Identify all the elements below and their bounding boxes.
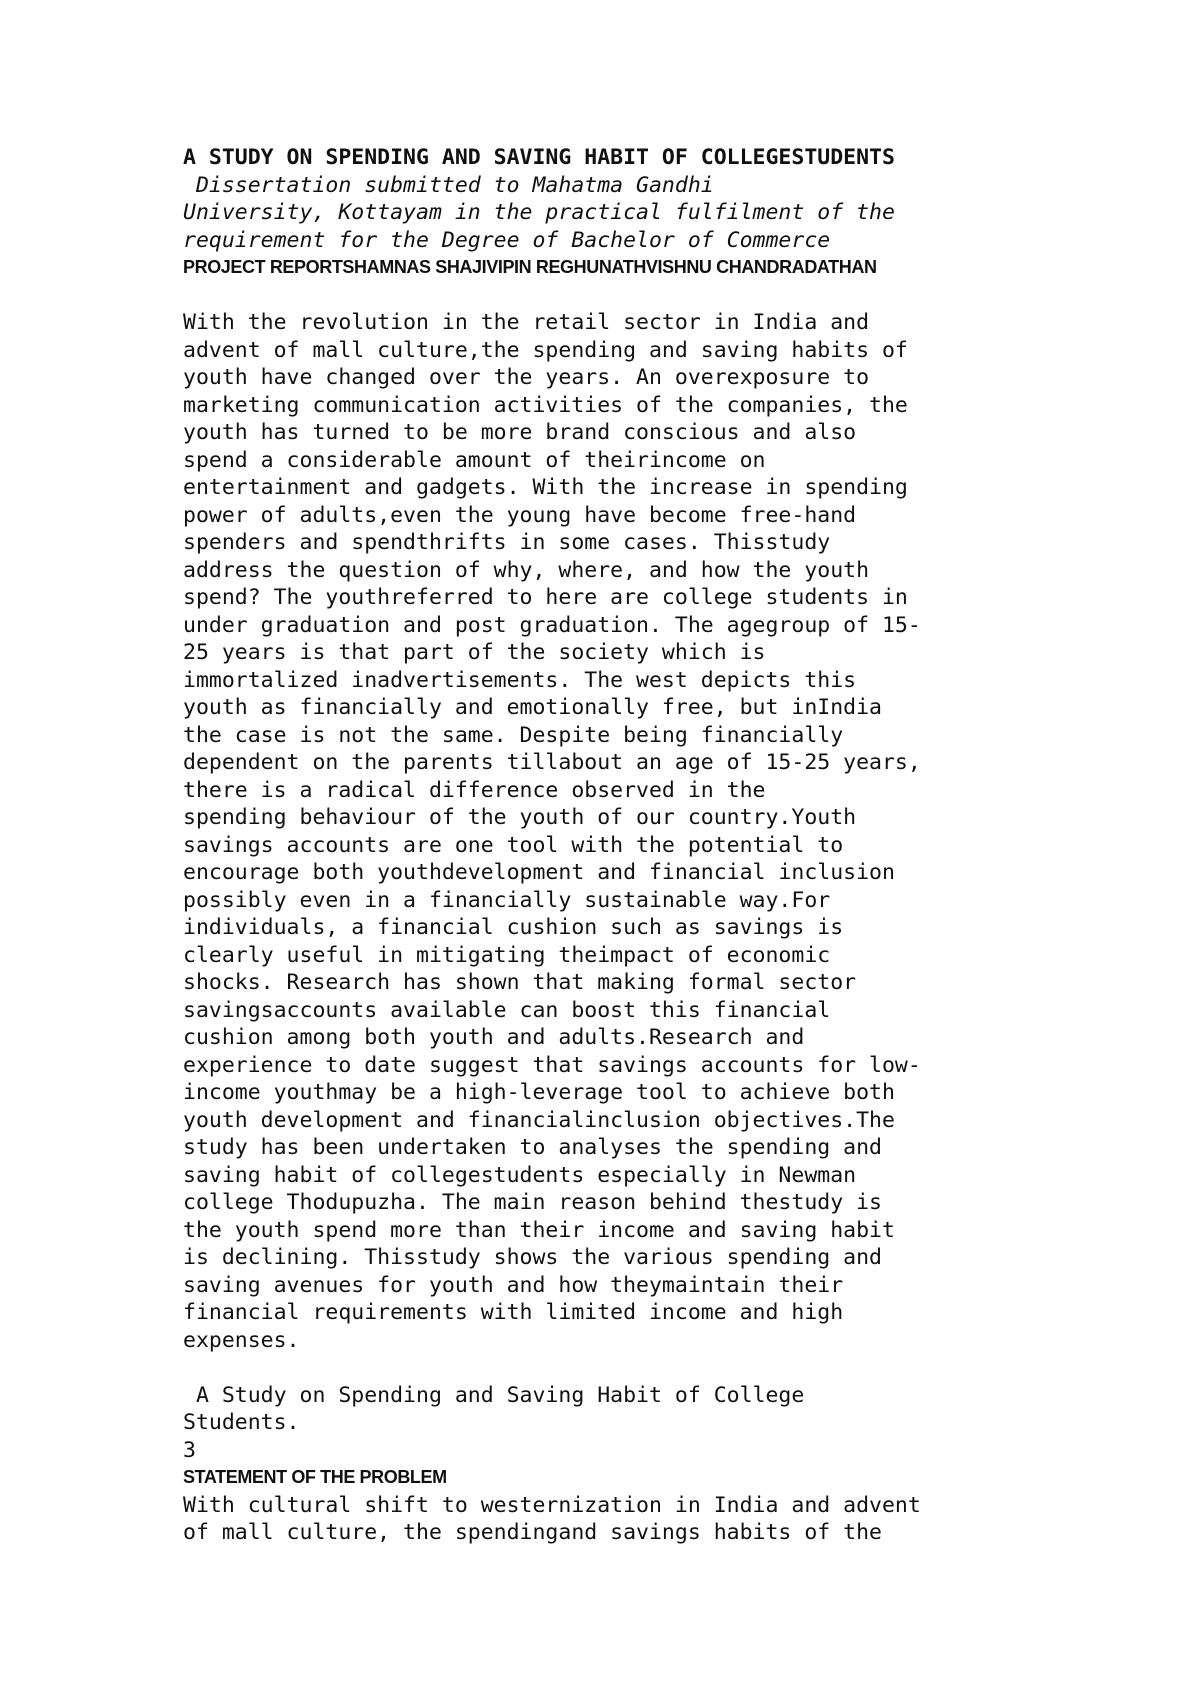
body-line: youth as financially and emotionally free, but inIndia (183, 695, 882, 720)
document-content (183, 144, 1143, 1547)
body-line: power of adults,even the young have become free-hand (183, 502, 857, 528)
body-line: savings accounts are one tool with the potential to (183, 832, 844, 858)
body-line: spenders and spendthrifts in some cases. Thisstudy (183, 530, 831, 555)
body-line: youth have changed over the years. An overexposure to (183, 365, 870, 390)
body-line: is declining. Thisstudy shows the various spending and (183, 1245, 882, 1270)
body-line: saving avenues for youth and how theymaintain their (183, 1272, 844, 1298)
running-header-line: Students. (183, 1410, 300, 1435)
body-line: With the revolution in the retail sector in India and (183, 310, 870, 335)
body-line: there is a radical difference observed in the (183, 777, 766, 803)
body-line: address the question of why, where, and how the youth (183, 557, 870, 583)
body-line: income youthmay be a high-leverage tool to achieve both (183, 1080, 895, 1105)
body-line: dependent on the parents tillabout an age of 15-25 years, (183, 750, 921, 775)
section-line: With cultural shift to westernization in India and advent (183, 1492, 921, 1518)
body-line: expenses. (183, 1327, 300, 1353)
body-line: immortalized inadvertisements. The west depicts this (183, 667, 857, 693)
subtitle-line: Dissertation submitted to Mahatma Gandhi (183, 172, 714, 198)
running-header-line: A Study on Spending and Saving Habit of College (183, 1382, 805, 1408)
authors-line: PROJECT REPORTSHAMNAS SHAJIVIPIN REGHUNATHVISHNU CHANDRADATHAN (183, 257, 877, 277)
body-line: experience to date suggest that savings accounts for low- (183, 1052, 921, 1078)
body-line: under graduation and post graduation. The agegroup of 15- (183, 612, 921, 638)
body-line: entertainment and gadgets. With the increase in spending (183, 475, 908, 500)
body-line: spending behaviour of the youth of our country.Youth (183, 805, 857, 830)
body-line: marketing communication activities of the companies, the (183, 392, 908, 418)
body-line: clearly useful in mitigating theimpact of economic (183, 942, 831, 968)
body-line: possibly even in a financially sustainable way.For (183, 887, 831, 913)
spacer (183, 282, 1143, 310)
body-line: individuals, a financial cushion such as savings is (183, 915, 844, 940)
body-line: youth development and financialinclusion objectives.The (183, 1107, 895, 1133)
section-line: of mall culture, the spendingand savings habits of the (183, 1520, 882, 1545)
body-line: spend a considerable amount of theirincome on (183, 447, 766, 473)
body-line: college Thodupuzha. The main reason behind thestudy is (183, 1190, 882, 1215)
subtitle-line: requirement for the Degree of Bachelor of Commerce (183, 227, 831, 253)
spacer (183, 1354, 1143, 1382)
body-line: cushion among both youth and adults.Research and (183, 1025, 805, 1050)
document-title: A STUDY ON SPENDING AND SAVING HABIT OF COLLEGESTUDENTS (183, 145, 895, 170)
body-line: youth has turned to be more brand conscious and also (183, 420, 857, 445)
body-line: financial requirements with limited income and high (183, 1300, 844, 1325)
body-line: encourage both youthdevelopment and financial inclusion (183, 860, 895, 885)
body-line: the case is not the same. Despite being financially (183, 722, 844, 748)
body-line: the youth spend more than their income and saving habit (183, 1217, 895, 1243)
body-line: 25 years is that part of the society which is (183, 640, 766, 665)
subtitle-line: University, Kottayam in the practical fulfilment of the (183, 200, 895, 225)
body-line: study has been undertaken to analyses the spending and (183, 1135, 882, 1160)
section-heading: STATEMENT OF THE PROBLEM (183, 1467, 447, 1487)
body-line: savingsaccounts available can boost this financial (183, 997, 831, 1023)
body-line: shocks. Research has shown that making formal sector (183, 970, 857, 995)
body-line: spend? The youthreferred to here are college students in (183, 585, 908, 610)
body-paragraph (183, 309, 1143, 1354)
body-line: advent of mall culture,the spending and saving habits of (183, 337, 908, 363)
page-number: 3 (183, 1437, 196, 1463)
body-line: saving habit of collegestudents especially in Newman (183, 1162, 857, 1188)
